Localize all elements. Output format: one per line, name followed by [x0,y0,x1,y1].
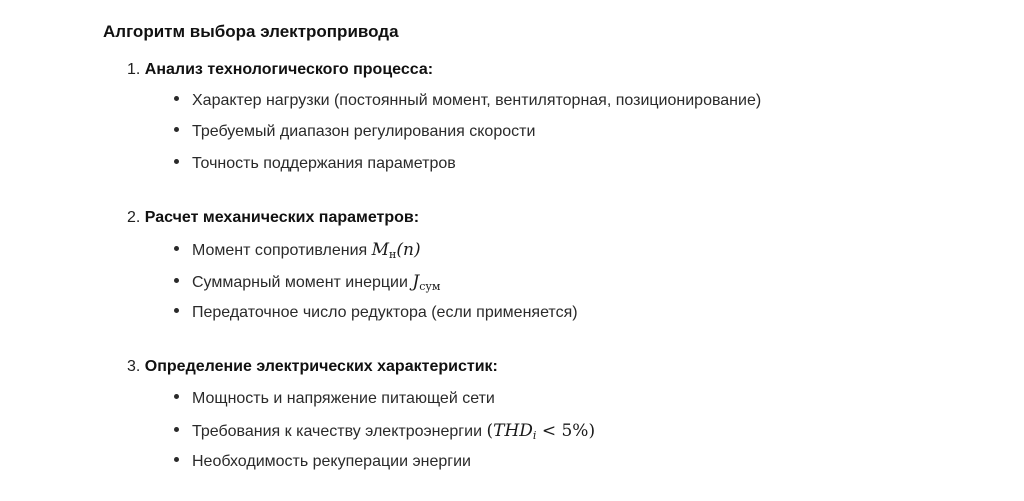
step-1-bullet-3-text: Точность поддержания параметров [192,155,456,172]
bullet-dot-icon [174,278,179,283]
step-3-bullet-2 [174,421,595,442]
inertia-subscript: сум [419,280,441,293]
step-3-bullet-3-text: Необходимость рекуперации энергии [192,453,471,470]
step-2-bullet-3-text: Передаточное число редуктора (если применяется) [192,304,578,321]
step-1-title: Анализ технологического процесса: [144,61,434,78]
step-1-number: 1. [127,61,141,78]
step-1-bullet-1-text: Характер нагрузки (постоянный момент, вентиляторная, позиционирование) [192,92,762,109]
step-1-bullet-2-text: Требуемый диапазон регулирования скорости [192,123,536,140]
inertia-formula [412,272,440,292]
bullet-dot-icon [174,96,179,101]
bullet-dot-icon [174,159,179,164]
step-2-heading [127,209,419,227]
bullet-dot-icon [174,308,179,313]
step-3-bullet-2-text: Требования к качеству электроэнергии [192,423,483,440]
moment-argument: (n) [396,240,421,260]
step-2-number: 2. [127,209,141,226]
thd-formula [486,421,595,441]
bullet-dot-icon [174,394,179,399]
thd-limit: < 5%) [536,421,596,441]
step-3-bullet-3 [174,453,471,471]
step-3-bullet-1-text: Мощность и напряжение питающей сети [192,390,495,407]
moment-symbol: M [371,240,390,260]
step-2-bullet-2-text: Суммарный момент инерции [192,274,408,291]
moment-formula [372,240,421,260]
step-1-bullet-2 [174,123,535,141]
step-2-bullet-1 [174,240,421,261]
bullet-dot-icon [174,427,179,432]
bullet-dot-icon [174,246,179,251]
step-3-title: Определение электрических характеристик: [144,358,498,375]
step-3-bullet-1 [174,390,495,408]
step-1-heading [127,61,433,79]
bullet-dot-icon [174,457,179,462]
step-2-bullet-3 [174,304,578,322]
moment-subscript: н [389,248,397,261]
thd-symbol: THD [493,421,533,441]
step-2-bullet-1-text: Момент сопротивления [192,242,368,259]
document-title: Алгоритм выбора электропривода [103,22,399,41]
step-1-bullet-3 [174,155,456,173]
step-2-bullet-2 [174,272,440,293]
step-1-bullet-1 [174,92,761,110]
thd-open-paren: ( [486,421,494,441]
step-3-heading [127,358,498,376]
bullet-dot-icon [174,127,179,132]
step-2-title: Расчет механических параметров: [144,209,420,226]
step-3-number: 3. [127,358,141,375]
thd-subscript: i [532,429,537,442]
inertia-symbol: J [412,272,420,292]
